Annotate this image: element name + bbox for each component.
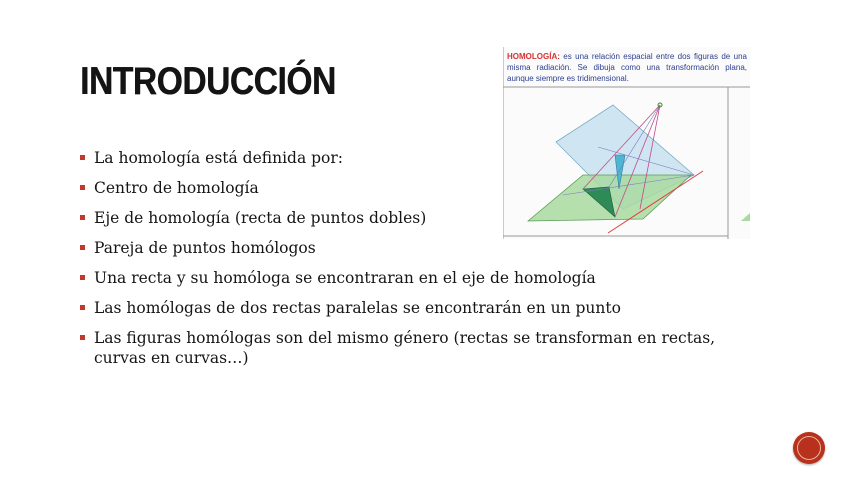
slide-title: INTRODUCCIÓN xyxy=(80,60,336,103)
next-slide-button[interactable] xyxy=(793,432,825,464)
bullet-text: Eje de homología (recta de puntos dobles) xyxy=(94,209,427,227)
bullet-text: Centro de homología xyxy=(94,179,259,197)
figure-caption xyxy=(507,51,747,84)
square-bullet-icon xyxy=(80,335,85,340)
square-bullet-icon xyxy=(80,305,85,310)
bullet-text: Pareja de puntos homólogos xyxy=(94,239,316,257)
bullet-item xyxy=(80,298,770,318)
square-bullet-icon xyxy=(80,155,85,160)
figure-caption-text: es una relación espacial entre dos figuras de una misma radiación. Se dibuja como una transformación plana, aunque siempre es tridimensional. xyxy=(507,52,747,83)
bullet-text: La homología está definida por: xyxy=(94,149,344,167)
bullet-item xyxy=(80,238,770,258)
bullet-text: Las figuras homólogas son del mismo género (rectas se transforman en rectas, curvas en curvas…) xyxy=(94,329,716,367)
bullet-text: Una recta y su homóloga se encontraran en el eje de homología xyxy=(94,269,596,287)
bullet-item xyxy=(80,268,770,288)
figure-caption-term: HOMOLOGÍA: xyxy=(507,52,560,61)
square-bullet-icon xyxy=(80,215,85,220)
homology-figure xyxy=(503,47,750,239)
square-bullet-icon xyxy=(80,245,85,250)
square-bullet-icon xyxy=(80,275,85,280)
square-bullet-icon xyxy=(80,185,85,190)
bullet-item xyxy=(80,328,770,368)
bullet-text: Las homólogas de dos rectas paralelas se encontrarán en un punto xyxy=(94,299,621,317)
circle-nav-button-icon xyxy=(797,436,821,460)
